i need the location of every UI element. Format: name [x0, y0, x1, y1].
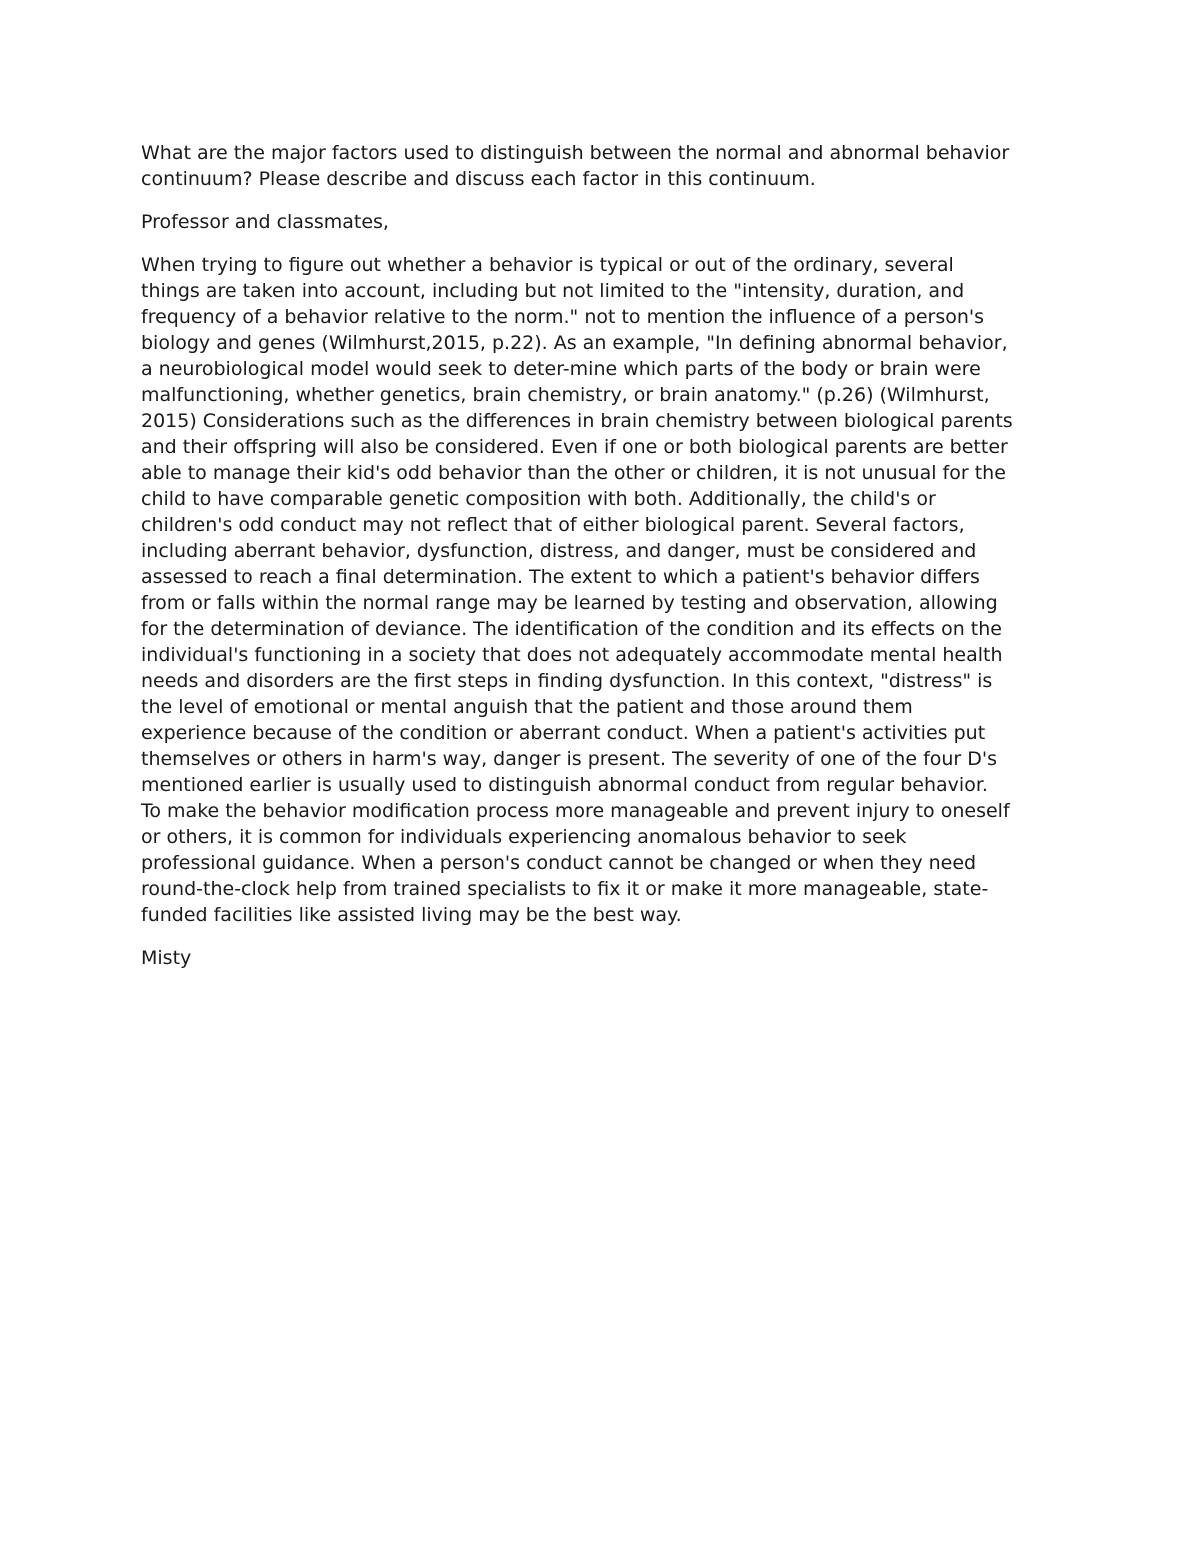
body-line: from or falls within the normal range may be learned by testing and observation, allowing: [141, 592, 998, 614]
body-line: professional guidance. When a person's conduct cannot be changed or when they need: [141, 852, 977, 874]
body-line: individual's functioning in a society that does not adequately accommodate mental health: [141, 644, 1003, 666]
body-line: When trying to figure out whether a behavior is typical or out of the ordinary, several: [141, 254, 954, 276]
body-line: funded facilities like assisted living may be the best way.: [141, 904, 682, 926]
body-line: a neurobiological model would seek to deter-mine which parts of the body or brain were: [141, 358, 981, 380]
signature: Misty: [141, 947, 192, 969]
greeting: Professor and classmates,: [141, 211, 389, 233]
body-line: To make the behavior modification process more manageable and prevent injury to oneself: [141, 800, 1010, 822]
body-line: experience because of the condition or aberrant conduct. When a patient's activities put: [141, 722, 986, 744]
body-line: assessed to reach a final determination. The extent to which a patient's behavior differs: [141, 566, 980, 588]
body-paragraph: [141, 252, 1066, 928]
question-paragraph: [141, 140, 1066, 192]
body-line: things are taken into account, including but not limited to the "intensity, duration, and: [141, 280, 965, 302]
body-line: frequency of a behavior relative to the norm." not to mention the influence of a person's: [141, 306, 985, 328]
body-line: round-the-clock help from trained specialists to fix it or make it more manageable, state-: [141, 878, 989, 900]
body-line: able to manage their kid's odd behavior than the other or children, it is not unusual for the: [141, 462, 1006, 484]
body-line: children's odd conduct may not reflect that of either biological parent. Several factors,: [141, 514, 965, 536]
document-content: [141, 140, 1066, 988]
body-line: and their offspring will also be considered. Even if one or both biological parents are better: [141, 436, 1008, 458]
body-line: malfunctioning, whether genetics, brain chemistry, or brain anatomy." (p.26) (Wilmhurst,: [141, 384, 990, 406]
body-line: mentioned earlier is usually used to distinguish abnormal conduct from regular behavior.: [141, 774, 988, 796]
body-line: child to have comparable genetic composition with both. Additionally, the child's or: [141, 488, 936, 510]
body-line: biology and genes (Wilmhurst,2015, p.22). As an example, "In defining abnormal behavior,: [141, 332, 1008, 354]
body-line: themselves or others in harm's way, danger is present. The severity of one of the four D's: [141, 748, 998, 770]
question-line: continuum? Please describe and discuss each factor in this continuum.: [141, 168, 816, 190]
question-line: What are the major factors used to distinguish between the normal and abnormal behavior: [141, 142, 1010, 164]
body-line: 2015) Considerations such as the differences in brain chemistry between biological parents: [141, 410, 1013, 432]
body-line: including aberrant behavior, dysfunction, distress, and danger, must be considered and: [141, 540, 977, 562]
body-line: or others, it is common for individuals experiencing anomalous behavior to seek: [141, 826, 907, 848]
body-line: the level of emotional or mental anguish that the patient and those around them: [141, 696, 913, 718]
body-line: for the determination of deviance. The identification of the condition and its effects on the: [141, 618, 1002, 640]
body-line: needs and disorders are the first steps in finding dysfunction. In this context, "distress" is: [141, 670, 993, 692]
